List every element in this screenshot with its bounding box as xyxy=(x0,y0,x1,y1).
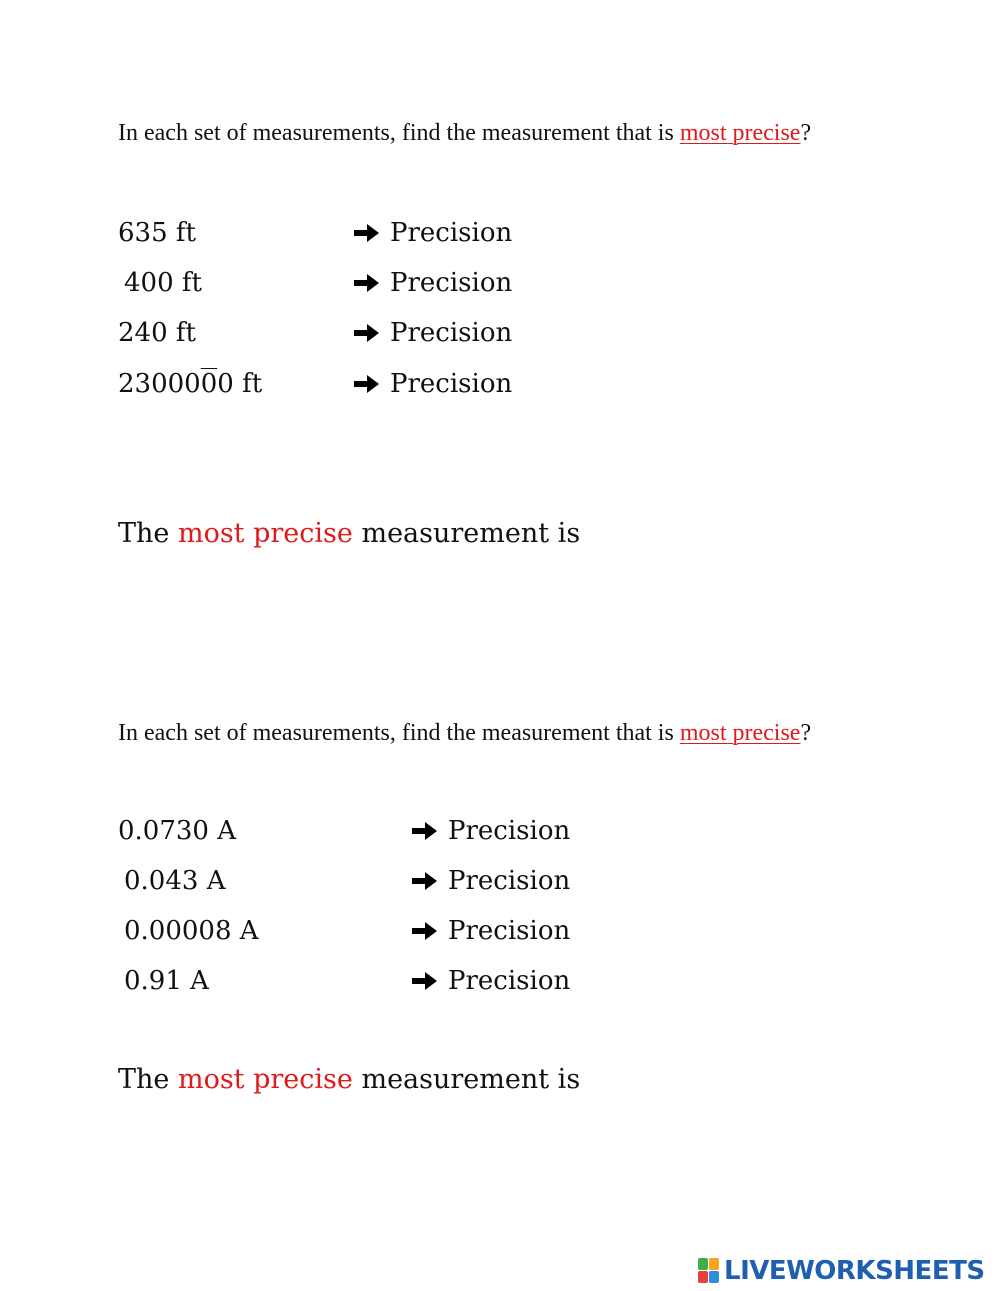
set1-answer-line xyxy=(118,516,580,552)
precision-item xyxy=(354,216,512,250)
precision-label: Precision xyxy=(448,966,571,996)
right-arrow-icon xyxy=(412,971,438,991)
right-arrow-icon xyxy=(354,374,380,394)
precision-item xyxy=(412,864,570,898)
answer-text-end: measurement is xyxy=(352,518,581,549)
answer-text: The xyxy=(118,1064,178,1095)
logo-text: LIVEWORKSHEETS xyxy=(724,1256,985,1286)
liveworksheets-logo xyxy=(698,1256,985,1286)
set2-instruction xyxy=(118,718,811,748)
answer-highlight: most precise xyxy=(177,1064,353,1095)
precision-label: Precision xyxy=(390,369,513,399)
measurement-value: 0.043 A xyxy=(124,866,226,896)
right-arrow-icon xyxy=(354,323,380,343)
set2-instruction-end: ? xyxy=(800,720,812,746)
precision-label: Precision xyxy=(448,916,571,946)
overlined-digit: 0 xyxy=(200,369,218,399)
value-unit: 0 ft xyxy=(217,369,263,399)
precision-item xyxy=(412,914,570,948)
answer-text-end: measurement is xyxy=(352,1064,581,1095)
set1-instruction-text: In each set of measurements, find the measurement that is xyxy=(118,120,680,146)
precision-item xyxy=(354,316,512,350)
measurement-value: 400 ft xyxy=(124,268,202,298)
set1-instruction-highlight: most precise xyxy=(679,120,801,146)
set2-instruction-text: In each set of measurements, find the measurement that is xyxy=(118,720,680,746)
right-arrow-icon xyxy=(412,871,438,891)
measurement-value: 635 ft xyxy=(118,218,196,248)
liveworksheets-logo-icon xyxy=(698,1258,720,1284)
precision-item xyxy=(412,814,570,848)
set1-instruction-end: ? xyxy=(800,120,812,146)
measurement-value: 0.91 A xyxy=(124,966,209,996)
precision-label: Precision xyxy=(390,318,513,348)
set2-answer-line xyxy=(118,1062,580,1098)
answer-text: The xyxy=(118,518,178,549)
precision-label: Precision xyxy=(448,866,571,896)
right-arrow-icon xyxy=(354,223,380,243)
answer-highlight: most precise xyxy=(177,518,353,549)
right-arrow-icon xyxy=(412,821,438,841)
precision-label: Precision xyxy=(448,816,571,846)
precision-item xyxy=(412,964,570,998)
precision-item xyxy=(354,367,512,401)
set1-instruction xyxy=(118,118,811,148)
precision-label: Precision xyxy=(390,218,513,248)
right-arrow-icon xyxy=(354,273,380,293)
measurement-value xyxy=(118,367,262,401)
set2-instruction-highlight: most precise xyxy=(679,720,801,746)
measurement-value: 240 ft xyxy=(118,318,196,348)
value-digits: 23000 xyxy=(118,369,201,399)
measurement-value: 0.00008 A xyxy=(124,916,259,946)
precision-label: Precision xyxy=(390,268,513,298)
right-arrow-icon xyxy=(412,921,438,941)
precision-item xyxy=(354,266,512,300)
measurement-value: 0.0730 A xyxy=(118,816,237,846)
